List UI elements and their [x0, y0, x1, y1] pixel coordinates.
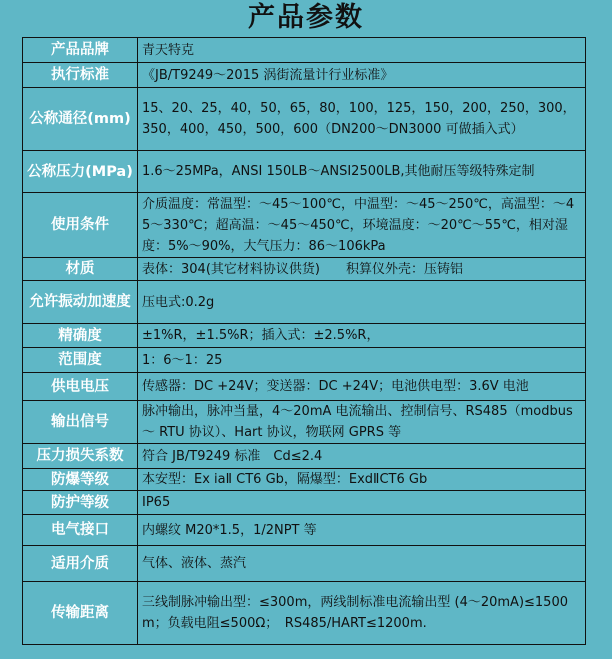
row-label: 使用条件 — [23, 193, 138, 258]
row-value: 三线制脉冲输出型：≤300m，两线制标准电流输出型 (4～20mA)≤1500m；负载电阻≤500Ω； RS485/HART≤1200m. — [138, 582, 586, 645]
row-value: 表体：304(其它材料协议供货) 积算仪外壳：压铸铝 — [138, 258, 586, 281]
row-value: 传感器：DC +24V；变送器：DC +24V；电池供电型：3.6V 电池 — [138, 373, 586, 401]
table-row — [23, 546, 586, 582]
row-label: 公称通径(mm) — [23, 88, 138, 151]
row-label: 输出信号 — [23, 401, 138, 444]
table-row — [23, 515, 586, 546]
table-row — [23, 373, 586, 401]
row-value: 气体、液体、蒸汽 — [138, 546, 586, 582]
row-value: 青天特克 — [138, 38, 586, 63]
row-value: 1.6～25MPa，ANSI 150LB～ANSI2500LB,其他耐压等级特殊定制 — [138, 151, 586, 193]
page-title: 产品参数 — [248, 2, 364, 33]
row-value: 本安型：Ex iaⅡ CT6 Gb，隔爆型：ExdⅡCT6 Gb — [138, 469, 586, 491]
row-value: 压电式:0.2g — [138, 281, 586, 324]
table-row — [23, 582, 586, 645]
table-row — [23, 444, 586, 469]
row-value: 脉冲输出，脉冲当量，4～20mA 电流输出、控制信号、RS485（modbus～ RTU 协议）、Hart 协议，物联网 GPRS 等 — [138, 401, 586, 444]
row-label: 允许振动加速度 — [23, 281, 138, 324]
table-row — [23, 401, 586, 444]
row-label: 范围度 — [23, 348, 138, 373]
row-label: 适用介质 — [23, 546, 138, 582]
row-label: 防爆等级 — [23, 469, 138, 491]
row-label: 精确度 — [23, 324, 138, 348]
row-label: 防护等级 — [23, 491, 138, 515]
row-label: 压力损失系数 — [23, 444, 138, 469]
row-label: 材质 — [23, 258, 138, 281]
table-row — [23, 38, 586, 63]
table-row — [23, 88, 586, 151]
table-row — [23, 63, 586, 88]
row-label: 供电电压 — [23, 373, 138, 401]
row-value: 介质温度：常温型：～45～100℃，中温型：～45～250℃，高温型：～45～330℃；超高温：～45～450℃，环境温度：～20℃～55℃，相对湿度：5%～90%，大气压力：86～106kPa — [138, 193, 586, 258]
row-label: 执行标准 — [23, 63, 138, 88]
row-value: 内螺纹 M20*1.5，1/2NPT 等 — [138, 515, 586, 546]
table-row — [23, 491, 586, 515]
row-value: 《JB/T9249～2015 涡街流量计行业标准》 — [138, 63, 586, 88]
row-value: 符合 JB/T9249 标准 Cd≤2.4 — [138, 444, 586, 469]
table-row — [23, 193, 586, 258]
table-row — [23, 348, 586, 373]
table-row — [23, 281, 586, 324]
table-row — [23, 258, 586, 281]
row-value: 15、20、25，40，50，65，80，100，125，150，200，250，300，350，400，450，500，600（DN200～DN3000 可做插入式） — [138, 88, 586, 151]
row-label: 传输距离 — [23, 582, 138, 645]
row-value: IP65 — [138, 491, 586, 515]
spec-table — [22, 37, 586, 645]
table-row — [23, 469, 586, 491]
row-value: 1：6～1：25 — [138, 348, 586, 373]
row-value: ±1%R，±1.5%R；插入式：±2.5%R， — [138, 324, 586, 348]
table-row — [23, 151, 586, 193]
row-label: 公称压力(MPa) — [23, 151, 138, 193]
row-label: 电气接口 — [23, 515, 138, 546]
row-label: 产品品牌 — [23, 38, 138, 63]
table-row — [23, 324, 586, 348]
